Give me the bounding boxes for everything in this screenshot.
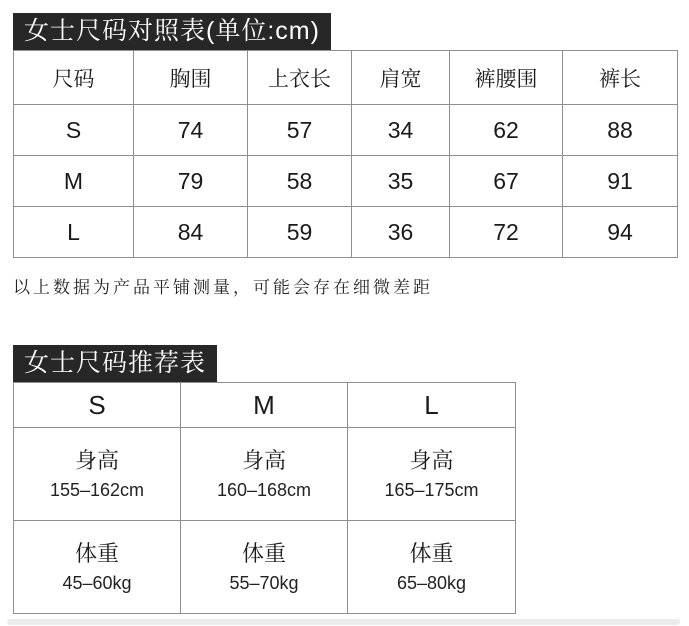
value-cell: 94 [563, 207, 678, 258]
weight-label: 体重 [74, 541, 119, 567]
height-label: 身高 [74, 448, 119, 474]
value-cell: 74 [134, 105, 248, 156]
weight-range: 55–70kg [229, 572, 299, 593]
value-cell: 59 [248, 207, 352, 258]
measurement-section [13, 13, 678, 298]
value-cell: 62 [450, 105, 563, 156]
header-cell-top-length: 上衣长 [248, 51, 352, 105]
measurement-row-s [14, 105, 678, 156]
weight-cell [14, 521, 181, 614]
weight-range: 45–60kg [62, 572, 132, 593]
value-cell: 79 [134, 156, 248, 207]
height-row [14, 428, 516, 521]
header-cell-shoulder: 肩宽 [352, 51, 450, 105]
header-cell-size: 尺码 [14, 51, 134, 105]
recommendation-table-title: 女士尺码推荐表 [13, 345, 217, 382]
value-cell: 84 [134, 207, 248, 258]
header-cell-s: S [14, 383, 181, 428]
recommendation-header-row [14, 383, 516, 428]
height-range: 160–168cm [216, 479, 312, 500]
size-cell: M [14, 156, 134, 207]
measurement-table [13, 50, 678, 258]
measurement-row-m [14, 156, 678, 207]
recommendation-section [13, 345, 516, 614]
measurement-table-title: 女士尺码对照表(单位:cm) [13, 13, 331, 50]
value-cell: 36 [352, 207, 450, 258]
height-cell [14, 428, 181, 521]
weight-row [14, 521, 516, 614]
measurement-header-row [14, 51, 678, 105]
weight-cell [181, 521, 348, 614]
value-cell: 58 [248, 156, 352, 207]
value-cell: 67 [450, 156, 563, 207]
height-label: 身高 [241, 448, 286, 474]
height-range: 165–175cm [384, 479, 479, 500]
measurement-row-l [14, 207, 678, 258]
card-bottom-shadow [7, 619, 680, 625]
height-range: 155–162cm [49, 479, 145, 500]
header-cell-pants-length: 裤长 [563, 51, 678, 105]
header-cell-chest: 胸围 [134, 51, 248, 105]
weight-label: 体重 [409, 541, 454, 567]
recommendation-table [13, 382, 516, 614]
value-cell: 72 [450, 207, 563, 258]
header-cell-l: L [348, 383, 516, 428]
weight-range: 65–80kg [396, 572, 467, 593]
size-cell: L [14, 207, 134, 258]
value-cell: 57 [248, 105, 352, 156]
height-cell [348, 428, 516, 521]
height-cell [181, 428, 348, 521]
header-cell-waist: 裤腰围 [450, 51, 563, 105]
value-cell: 34 [352, 105, 450, 156]
weight-cell [348, 521, 516, 614]
measurement-note: 以上数据为产品平铺测量，可能会存在细微差距 [13, 278, 433, 297]
value-cell: 91 [563, 156, 678, 207]
size-cell: S [14, 105, 134, 156]
value-cell: 88 [563, 105, 678, 156]
header-cell-m: M [181, 383, 348, 428]
weight-label: 体重 [241, 541, 286, 567]
value-cell: 35 [352, 156, 450, 207]
height-label: 身高 [409, 448, 454, 474]
